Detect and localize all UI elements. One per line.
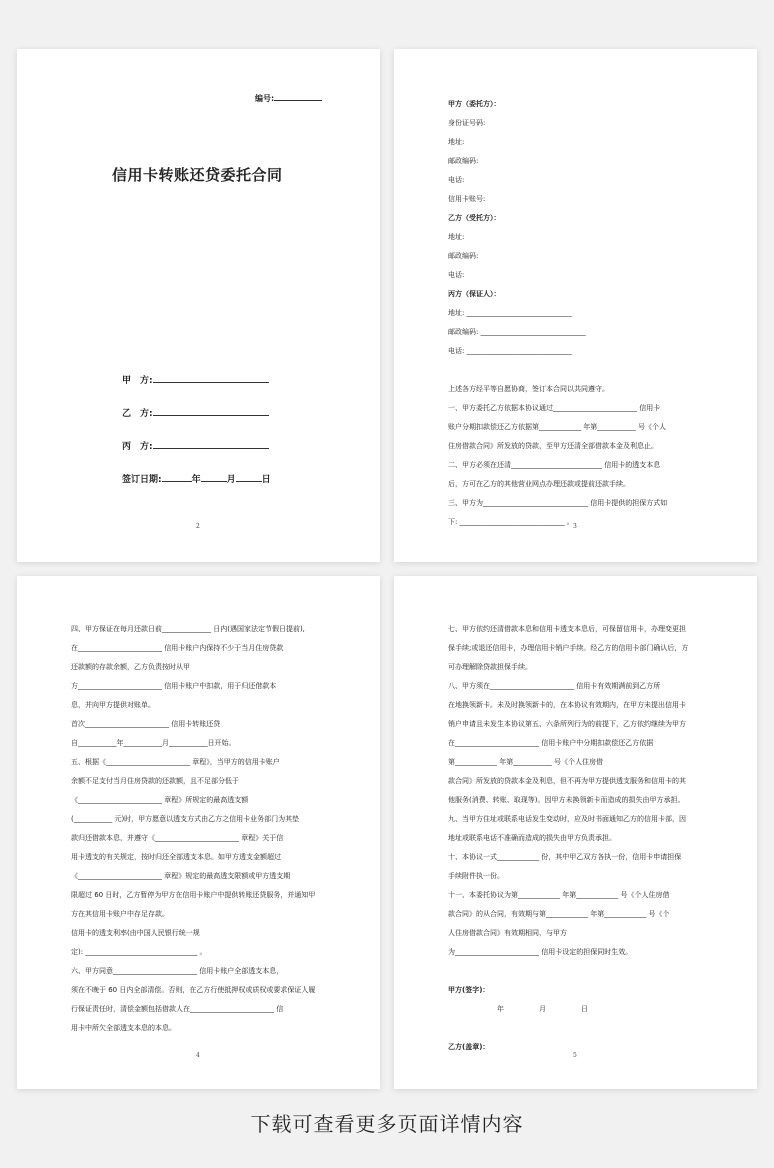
contract-number-label: 编号: (255, 93, 322, 104)
text-line: 须在不晚于 60 日内全部清偿。否则，在乙方行使抵押权或质权或要求保证人履 (71, 986, 316, 994)
text-line: 信用卡账号: (448, 195, 486, 203)
text-line: 乙方（受托方）： (448, 214, 501, 222)
text-line: 方________________________ 信用卡账户中扣款，用于归还借款本 (71, 682, 277, 690)
text-line: (___________ 元)时，甲方愿意以透支方式由乙方之信用卡业务部门为其垫 (71, 815, 300, 823)
text-line: 四、甲方保证在每月还款日前______________ 日内(遇国家法定节假日提前), (71, 625, 305, 633)
text-line: 首次________________________ 信用卡转账还贷 (71, 720, 221, 728)
text-line: 款归还借款本息，并遵守《________________________ 章程》关于信 (71, 834, 284, 842)
party-b-signature-line: 乙 方: (122, 406, 269, 419)
page-number: 3 (573, 523, 577, 530)
text-line: 二、甲方必须在还清__________________________ 信用卡的透支本息 (448, 461, 661, 469)
text-line: 限超过 60 日时，乙方暂停为甲方在信用卡账户中提供转账还贷服务，并通知甲 (71, 891, 316, 899)
text-line: 款合同》的从合同，有效期与第____________ 年第____________ 号《个 (448, 910, 670, 918)
text-line: 自___________年___________月___________日开始。 (71, 739, 236, 747)
text-line: 地址: ______________________________ (448, 309, 572, 317)
text-line: 在________________________ 信用卡账户中分期扣款偿还乙方依据 (448, 739, 654, 747)
text-line: 用卡透支的有关规定，按时归还全部透支本息。如甲方透支金额超过 (71, 853, 281, 861)
contract-page-5 (394, 576, 757, 1089)
text-line: 在地换领新卡。未及时换领新卡的，在本协议有效期内，在甲方未提出信用卡 (448, 701, 686, 709)
text-line: 十一、本委托协议为第____________ 年第____________ 号《个人住房借 (448, 891, 670, 899)
text-line: 在________________________ 信用卡账户内保持不少于当月住房贷款 (71, 644, 284, 652)
page-5-text (448, 620, 720, 1057)
text-line: 定): ________________________________ 。 (71, 948, 207, 956)
text-line (448, 1019, 720, 1038)
text-line: 第____________ 年第___________ 号《个人住房借 (448, 758, 603, 766)
text-line: 地址或联系电话不准确而造成的损失由甲方负责承担。 (448, 834, 616, 842)
text-line: 保手续;或退还信用卡，办理信用卡销户手续。经乙方的信用卡部门确认后，方 (448, 644, 689, 652)
text-line: 邮政编码: ______________________________ (448, 328, 586, 336)
contract-page-3 (394, 49, 757, 562)
text-line: 甲方(签字)： (448, 986, 490, 994)
text-line: 十、本协议一式____________ 份，其中甲乙双方各执一份，信用卡申请担保 (448, 853, 682, 861)
text-line: 后，方可在乙方的其他营业网点办理还款或提前还款手续。 (448, 480, 630, 488)
text-line: 还款额的存款余额，乙方负责按时从甲 (71, 663, 190, 671)
contract-title: 信用卡转账还贷委托合同 (112, 166, 283, 184)
download-more-caption: 下载可查看更多页面详情内容 (250, 1112, 524, 1136)
sign-date-line: 签订日期: 年 月 日 (122, 472, 271, 485)
page-number: 5 (573, 1052, 577, 1059)
page-3-text (448, 95, 718, 532)
text-line: 用卡中所欠全部透支本息的本息。 (71, 1024, 176, 1032)
text-line: 住房借款合同》所发放的贷款，至甲方还清全部借款本金及利息止。 (448, 442, 658, 450)
text-line: 款合同》所发放的贷款本金及利息，但不再为甲方提供透支服务和信用卡的其 (448, 777, 686, 785)
page-number: 4 (196, 1052, 200, 1059)
text-line: 他服务(消费、转账、取现等)。因甲方未换领新卡而造成的损失由甲方承担。 (448, 796, 685, 804)
text-line (448, 962, 720, 981)
text-line: 八、甲方须在________________________ 信用卡有效期满前到乙方所 (448, 682, 661, 690)
text-line: 信用卡的透支利率(由中国人民银行统一规 (71, 929, 200, 937)
contract-page-2 (17, 49, 380, 562)
text-line: 三、甲方为______________________________ 信用卡提供的担保方式如 (448, 499, 668, 507)
text-line: 地址: (448, 138, 465, 146)
text-line: 身份证号码: (448, 119, 486, 127)
text-line: 可办理解除贷款担保手续。 (448, 663, 532, 671)
text-line: 地址: (448, 233, 465, 241)
text-line: 九、当甲方住址或联系电话发生变动时，应及时书面通知乙方的信用卡部，因 (448, 815, 686, 823)
text-line: 余额不足支付当月住房贷款的还款额，且不足部分低于 (71, 777, 239, 785)
text-line: 一、甲方委托乙方依据本协议通过________________________ 信用卡 (448, 404, 661, 412)
text-line: 销户申请且未发生本协议第五、六条所列行为的前提下，乙方依约继续为甲方 (448, 720, 686, 728)
text-line: 五、根据《________________________ 章程》，当甲方的信用卡账户 (71, 758, 280, 766)
party-c-signature-line: 丙 方: (122, 439, 269, 452)
text-line: 《________________________ 章程》所规定的最高透支额 (71, 796, 249, 804)
text-line: 手续附件执一份。 (448, 872, 504, 880)
text-line: 方在其信用卡账户中存足存款。 (71, 910, 169, 918)
page-number: 2 (196, 523, 200, 530)
text-line: 行保证责任时，清偿金额包括借款人在________________________ 信 (71, 1005, 284, 1013)
text-line: 邮政编码: (448, 252, 479, 260)
contract-page-4 (17, 576, 380, 1089)
text-line (448, 361, 718, 380)
page-4-text (71, 620, 343, 1038)
text-line: 息，并向甲方提供对账单。 (71, 701, 155, 709)
text-line: 乙方(盖章)： (448, 1043, 490, 1051)
text-line: 为________________________ 信用卡设定的担保同时生效。 (448, 948, 633, 956)
text-line: 人住房借款合同》有效期相同，与甲方 (448, 929, 567, 937)
text-line: 七、甲方依约还清借款本息和信用卡透支本息后，可保留信用卡，办理变更担 (448, 625, 686, 633)
text-line: 下: ______________________________ 。 (448, 518, 574, 526)
text-line: 《________________________ 章程》规定的最高透支限额或甲方透支期 (71, 872, 291, 880)
text-line: 账户分期扣款偿还乙方依据第____________ 年第___________ 号《个人 (448, 423, 666, 431)
text-line: 电话: (448, 176, 465, 184)
text-line: 电话: (448, 271, 465, 279)
text-line: 六、甲方同意________________________ 信用卡账户全部透支本息， (71, 967, 284, 975)
text-line: 邮政编码: (448, 157, 479, 165)
text-line: 甲方（委托方）： (448, 100, 501, 108)
party-a-signature-line: 甲 方: (122, 373, 269, 386)
text-line: 电话: ______________________________ (448, 347, 572, 355)
text-line: 上述各方经平等自愿协商，签订本合同以共同遵守。 (448, 385, 609, 393)
text-line: 丙方（保证人）： (448, 290, 501, 298)
text-line: 年 月 日 (448, 1005, 588, 1013)
